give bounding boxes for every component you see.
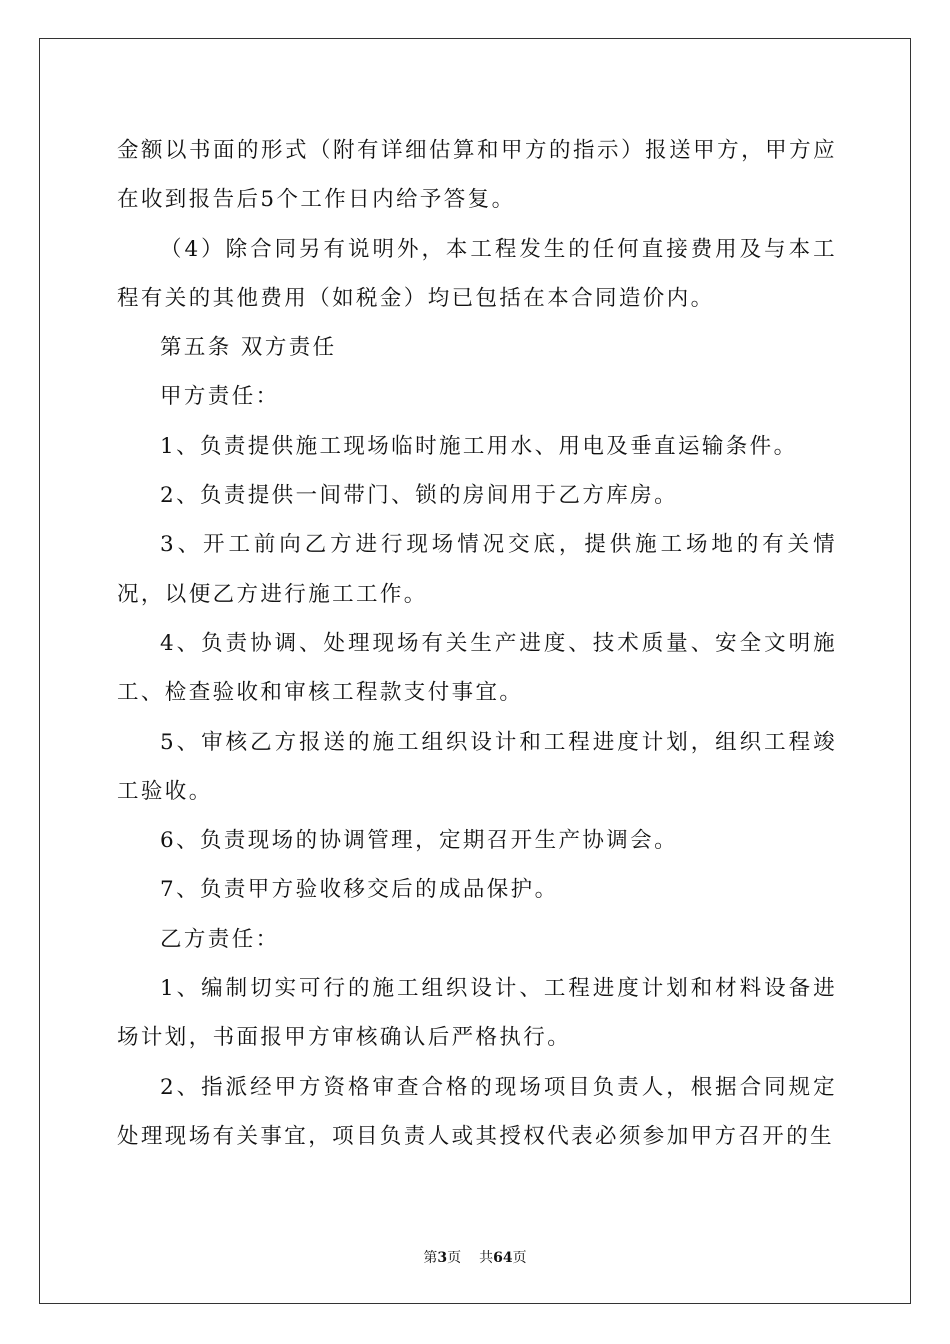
- page-prefix: 第: [423, 1250, 438, 1266]
- total-pages: 64: [493, 1250, 513, 1266]
- page-footer: [0, 1247, 950, 1267]
- party-b-item-1: 1、编制切实可行的施工组织设计、工程进度计划和材料设备进场计划，书面报甲方审核确认后严格执行。: [117, 976, 837, 1051]
- paragraph-2: （4）除合同另有说明外，本工程发生的任何直接费用及与本工程有关的其他费用（如税金）均已包括在本合同造价内。: [117, 236, 837, 311]
- party-a-heading: 甲方责任：: [160, 384, 280, 410]
- party-a-item-6: 6、负责现场的协调管理，定期召开生产协调会。: [160, 828, 678, 854]
- document-body: [117, 126, 837, 1161]
- page-number: 3: [437, 1250, 448, 1266]
- page-suffix: 页: [447, 1250, 462, 1266]
- party-a-item-7: 7、负责甲方验收移交后的成品保护。: [160, 877, 559, 903]
- party-a-item-1: 1、负责提供施工现场临时施工用水、用电及垂直运输条件。: [160, 433, 798, 459]
- party-a-item-2: 2、负责提供一间带门、锁的房间用于乙方库房。: [160, 483, 678, 509]
- party-b-item-2: 2、指派经甲方资格审查合格的现场项目负责人，根据合同规定处理现场有关事宜，项目负责人或其授权代表必须参加甲方召开的生: [117, 1074, 837, 1149]
- total-prefix: 共: [479, 1250, 494, 1266]
- party-a-item-5: 5、审核乙方报送的施工组织设计和工程进度计划，组织工程竣工验收。: [117, 729, 837, 804]
- paragraph-1: 金额以书面的形式（附有详细估算和甲方的指示）报送甲方，甲方应在收到报告后5个工作日内给予答复。: [117, 138, 837, 213]
- party-b-heading: 乙方责任：: [160, 926, 280, 952]
- section-heading-article-5: 第五条 双方责任: [160, 335, 337, 361]
- party-a-item-4: 4、负责协调、处理现场有关生产进度、技术质量、安全文明施工、检查验收和审核工程款支付事宜。: [117, 630, 837, 706]
- total-suffix: 页: [512, 1250, 527, 1266]
- party-a-item-3: 3、开工前向乙方进行现场情况交底，提供施工场地的有关情况，以便乙方进行施工工作。: [117, 532, 837, 607]
